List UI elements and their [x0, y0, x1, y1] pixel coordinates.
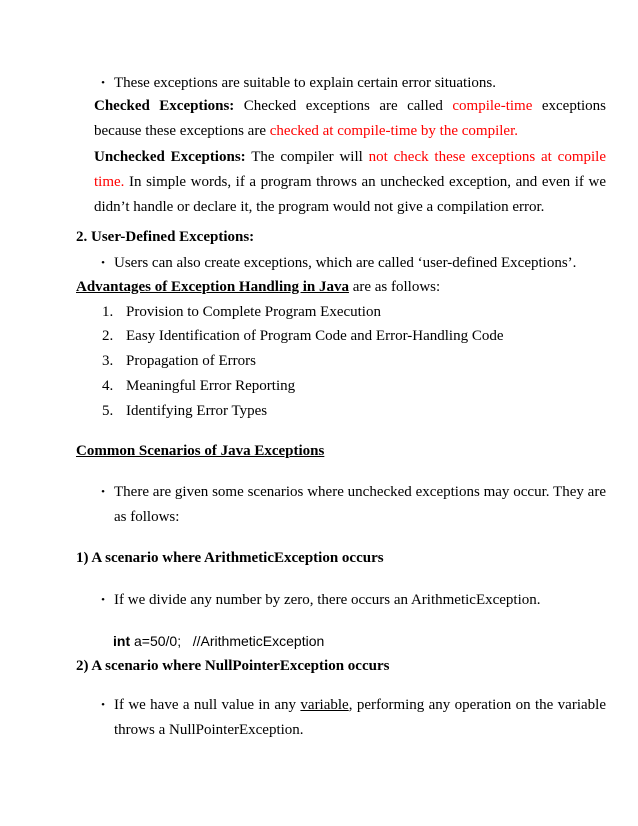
list-number: 2.: [102, 328, 114, 344]
highlighted-text: checked at compile-time by the compiler.: [269, 123, 518, 139]
code-keyword: int: [113, 633, 131, 649]
checked-exceptions-paragraph: [94, 94, 606, 144]
common-scenarios-bullet-text: There are given some scenarios where unchecked exceptions may occur. They are as follows:: [114, 484, 606, 525]
list-item-text: Propagation of Errors: [126, 353, 256, 369]
checked-exceptions-label: Checked Exceptions:: [94, 98, 235, 114]
bullet-icon: •: [101, 486, 105, 498]
list-item-text: Identifying Error Types: [126, 403, 268, 419]
highlighted-text: compile-time: [452, 98, 533, 114]
paragraph-text: If we have a null value in any: [114, 697, 301, 713]
unchecked-exceptions-label: Unchecked Exceptions:: [94, 149, 246, 165]
list-item: [102, 349, 256, 374]
list-item: [102, 399, 267, 424]
code-sample: [113, 629, 324, 654]
user-defined-heading: 2. User-Defined Exceptions:: [76, 229, 255, 245]
list-number: 4.: [102, 378, 114, 394]
list-item: [102, 300, 381, 325]
bullet-icon: •: [101, 594, 105, 606]
list-number: 1.: [102, 304, 114, 320]
list-number: 3.: [102, 353, 114, 369]
paragraph-text: In simple words, if a program throws an unchecked exception, and even if we didn’t handle or declare it, the program would not give a compilation error.: [94, 174, 606, 215]
variable-link[interactable]: variable: [300, 697, 349, 713]
list-item-text: Easy Identification of Program Code and Error-Handling Code: [126, 328, 504, 344]
list-number: 5.: [102, 403, 114, 419]
list-item: [102, 374, 295, 399]
user-defined-bullet-text: Users can also create exceptions, which are called ‘user-defined Exceptions’.: [114, 255, 577, 271]
unchecked-exceptions-paragraph: [94, 145, 606, 220]
scenario-1-bullet-text: If we divide any number by zero, there occurs an ArithmeticException.: [114, 592, 541, 608]
paragraph-text: Checked exceptions are called: [234, 98, 453, 114]
paragraph-text: exceptions because these exceptions are: [94, 98, 606, 139]
list-item: [102, 324, 504, 349]
advantages-heading: [76, 275, 440, 300]
bullet-icon: •: [101, 699, 105, 711]
paragraph-text: The compiler will: [245, 149, 369, 165]
advantages-heading-rest: are as follows:: [348, 279, 441, 295]
bullet-icon: •: [101, 77, 105, 89]
common-scenarios-heading: Common Scenarios of Java Exceptions: [76, 443, 325, 459]
scenario-2-bullet-text: [114, 693, 606, 743]
highlighted-text: not check these exceptions at compile time.: [94, 149, 606, 190]
list-item-text: Provision to Complete Program Execution: [126, 304, 381, 320]
intro-bullet-text: These exceptions are suitable to explain certain error situations.: [114, 75, 496, 91]
paragraph-text: , performing any operation on the variable throws a NullPointerException.: [114, 697, 606, 738]
advantages-link[interactable]: Advantages of Exception Handling in Java: [76, 279, 349, 295]
scenario-2-heading: 2) A scenario where NullPointerException occurs: [76, 658, 390, 674]
code-text: a=50/0; //ArithmeticException: [130, 633, 325, 649]
list-item-text: Meaningful Error Reporting: [126, 378, 296, 394]
bullet-icon: •: [101, 257, 105, 269]
scenario-1-heading: 1) A scenario where ArithmeticException occurs: [76, 550, 384, 566]
